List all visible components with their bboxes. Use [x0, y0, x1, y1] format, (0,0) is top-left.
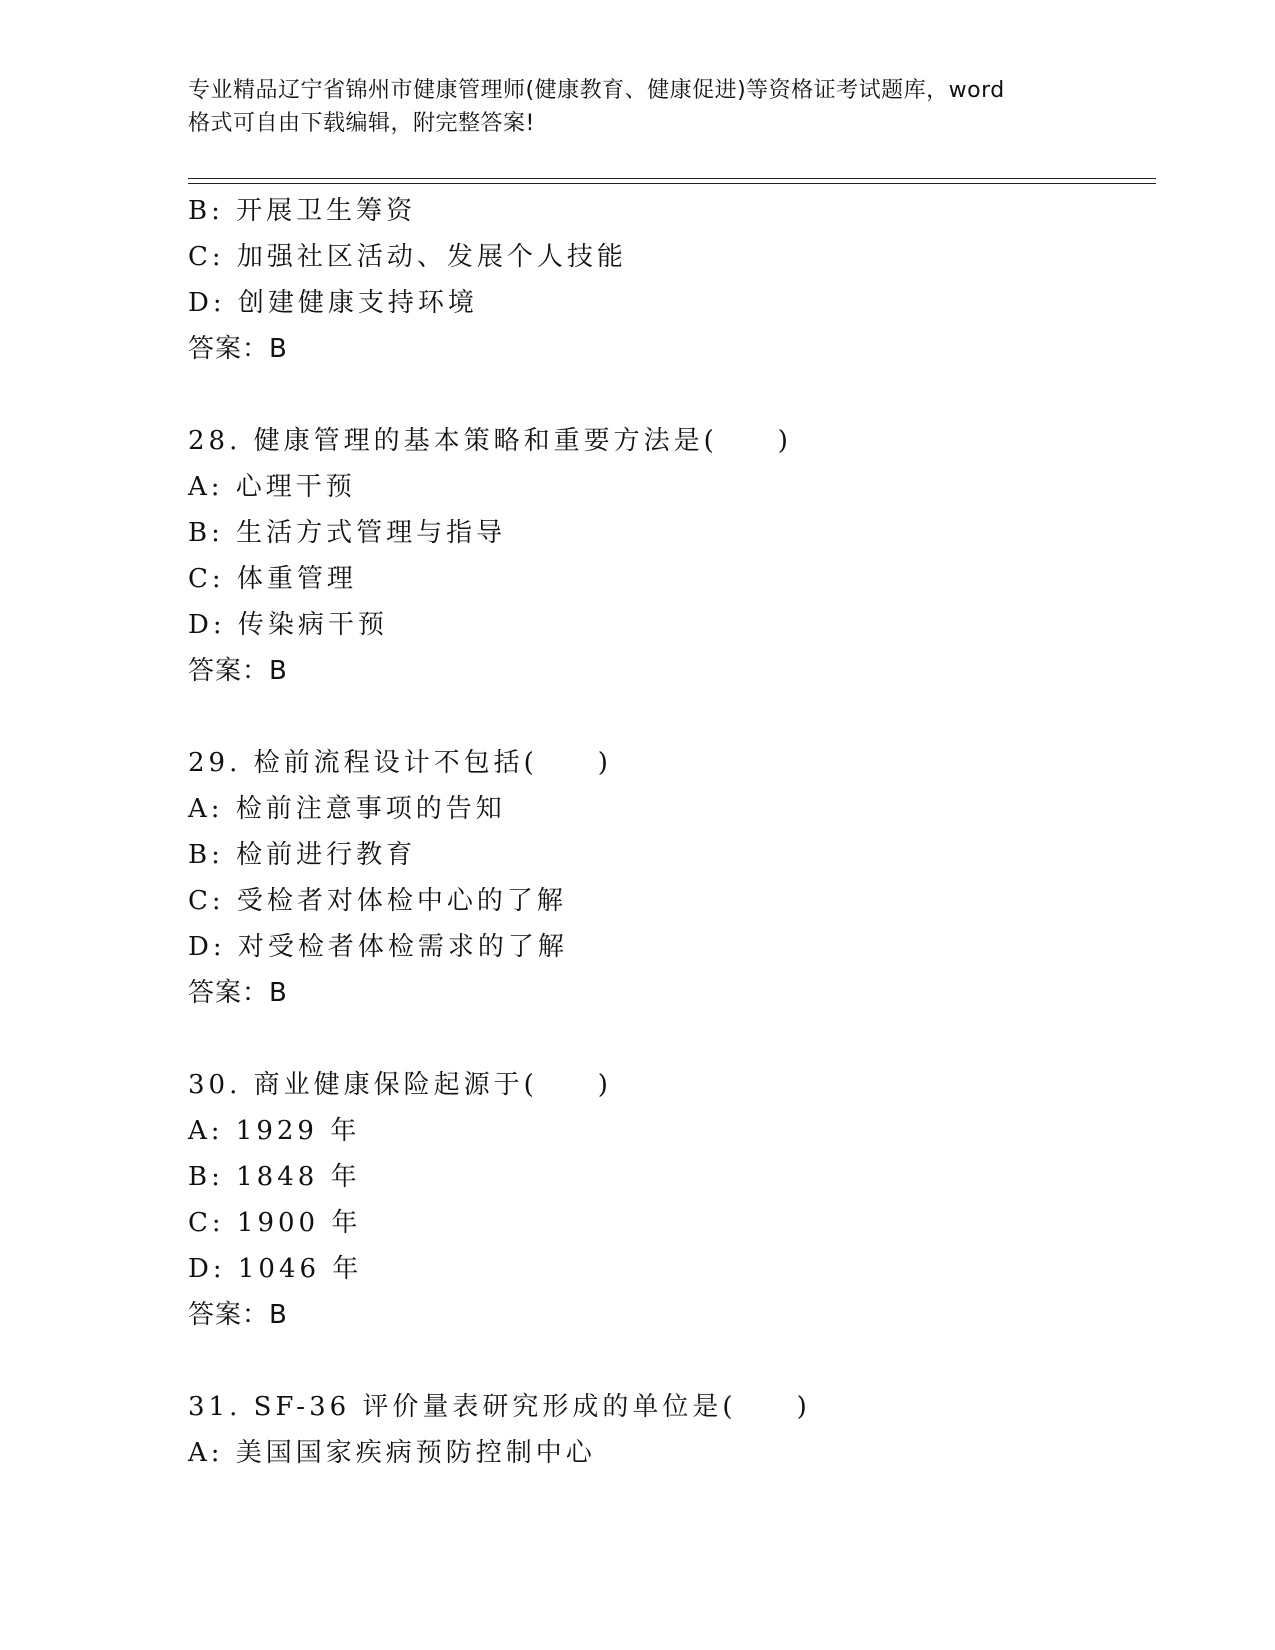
- option-b: B: 开展卫生筹资: [188, 196, 417, 226]
- answer: 答案：B: [188, 1300, 288, 1330]
- option-d: D: 传染病干预: [188, 610, 388, 640]
- option-d: D: 对受检者体检需求的了解: [188, 932, 568, 962]
- spacer: [188, 1016, 1156, 1062]
- header-line-1: 专业精品辽宁省锦州市健康管理师(健康教育、健康促进)等资格证考试题库，word: [188, 78, 1005, 103]
- answer: 答案：B: [188, 978, 288, 1008]
- spacer: [188, 1338, 1156, 1384]
- option-c: C: 加强社区活动、发展个人技能: [188, 242, 627, 272]
- question-stem: 28. 健康管理的基本策略和重要方法是( ): [188, 426, 792, 456]
- option-b: B: 1848 年: [188, 1162, 361, 1192]
- question-27: [188, 188, 1156, 372]
- document-header: [188, 74, 1088, 140]
- question-31: [188, 1384, 1156, 1476]
- spacer: [188, 694, 1156, 740]
- option-d: D: 创建健康支持环境: [188, 288, 478, 318]
- option-b: B: 生活方式管理与指导: [188, 518, 507, 548]
- option-d: D: 1046 年: [188, 1254, 363, 1284]
- option-a: A: 美国国家疾病预防控制中心: [188, 1438, 596, 1468]
- question-stem: 29. 检前流程设计不包括( ): [188, 748, 612, 778]
- question-list: [188, 188, 1156, 1476]
- header-divider-top: [188, 178, 1156, 179]
- question-28: [188, 418, 1156, 694]
- option-a: A: 1929 年: [188, 1116, 361, 1146]
- option-a: A: 心理干预: [188, 472, 356, 502]
- option-c: C: 体重管理: [188, 564, 357, 594]
- option-c: C: 1900 年: [188, 1208, 362, 1238]
- header-line-2: 格式可自由下载编辑，附完整答案!: [188, 111, 535, 136]
- option-b: B: 检前进行教育: [188, 840, 417, 870]
- spacer: [188, 372, 1156, 418]
- option-c: C: 受检者对体检中心的了解: [188, 886, 567, 916]
- question-29: [188, 740, 1156, 1016]
- answer: 答案：B: [188, 656, 288, 686]
- answer: 答案：B: [188, 334, 288, 364]
- question-stem: 31. SF-36 评价量表研究形成的单位是( ): [188, 1392, 811, 1422]
- question-30: [188, 1062, 1156, 1338]
- question-stem: 30. 商业健康保险起源于( ): [188, 1070, 612, 1100]
- header-divider-bottom: [188, 183, 1156, 184]
- option-a: A: 检前注意事项的告知: [188, 794, 506, 824]
